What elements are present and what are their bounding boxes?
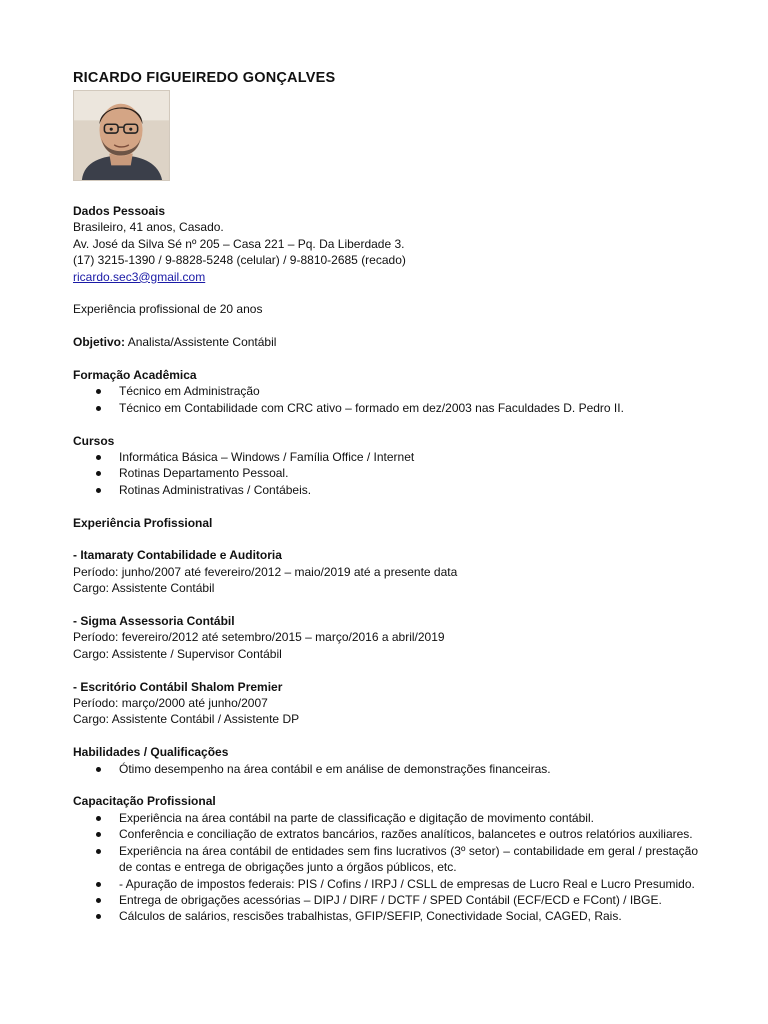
training-list: [73, 810, 698, 925]
list-item: Entrega de obrigações acessórias – DIPJ / DIRF / DCTF / SPED Contábil (ECF/ECD e FCont) / IBGE.: [73, 892, 698, 908]
personal-heading: Dados Pessoais: [73, 204, 166, 218]
objective-label: Objetivo:: [73, 335, 126, 350]
job-period: Período: março/2000 até junho/2007: [73, 696, 268, 711]
list-item: Técnico em Contabilidade com CRC ativo – formado em dez/2003 nas Faculdades D. Pedro II.: [73, 400, 698, 416]
phone-numbers: (17) 3215-1390 / 9-8828-5248 (celular) / 9-8810-2685 (recado): [73, 253, 406, 268]
list-item: Experiência na área contábil na parte de classificação e digitação de movimento contábil.: [73, 810, 698, 826]
email-link[interactable]: ricardo.sec3@gmail.com: [73, 269, 206, 284]
courses-list: [73, 449, 698, 498]
list-item: Cálculos de salários, rescisões trabalhistas, GFIP/SEFIP, Conectividade Social, CAGED, Rais.: [73, 908, 698, 924]
education-heading: Formação Acadêmica: [73, 368, 197, 383]
skills-heading: Habilidades / Qualificações: [73, 745, 229, 760]
job-role: Cargo: Assistente / Supervisor Contábil: [73, 646, 282, 661]
list-item: Ótimo desempenho na área contábil e em análise de demonstrações financeiras.: [73, 761, 698, 777]
profile-photo: [73, 90, 170, 181]
job-period: Período: junho/2007 até fevereiro/2012 – maio/2019 até a presente data: [73, 564, 458, 579]
list-item: Conferência e conciliação de extratos bancários, razões analíticos, balancetes e outros relatórios auxiliares.: [73, 826, 698, 842]
address: Av. José da Silva Sé nº 205 – Casa 221 – Pq. Da Liberdade 3.: [73, 236, 405, 251]
list-item: Técnico em Administração: [73, 383, 698, 399]
job-company: - Sigma Assessoria Contábil: [73, 614, 235, 629]
experience-years: Experiência profissional de 20 anos: [73, 302, 263, 317]
objective-value: Analista/Assistente Contábil: [125, 335, 277, 350]
list-item: - Apuração de impostos federais: PIS / Cofins / IRPJ / CSLL de empresas de Lucro Real e Lucro Presumido.: [73, 876, 698, 892]
resume-page: [73, 68, 698, 925]
skills-list: [73, 761, 698, 777]
objective: [73, 334, 698, 350]
courses-heading: Cursos: [73, 433, 115, 448]
job-role: Cargo: Assistente Contábil / Assistente DP: [73, 712, 300, 727]
personal-info: Brasileiro, 41 anos, Casado.: [73, 220, 224, 235]
list-item: Informática Básica – Windows / Família Office / Internet: [73, 449, 698, 465]
candidate-name: RICARDO FIGUEIREDO GONÇALVES: [73, 70, 336, 86]
education-list: [73, 383, 698, 416]
list-item: Rotinas Departamento Pessoal.: [73, 465, 698, 481]
job-role: Cargo: Assistente Contábil: [73, 581, 215, 596]
list-item: Experiência na área contábil de entidades sem fins lucrativos (3º setor) – contabilidade em geral / prestação de contas e entrega de obrigações junto a órgãos públicos, etc.: [73, 843, 698, 876]
list-item: Rotinas Administrativas / Contábeis.: [73, 482, 698, 498]
job-company: - Itamaraty Contabilidade e Auditoria: [73, 548, 282, 563]
job-company: - Escritório Contábil Shalom Premier: [73, 679, 283, 694]
job-period: Período: fevereiro/2012 até setembro/2015 – março/2016 a abril/2019: [73, 630, 445, 645]
profile-photo-illustration: [74, 91, 169, 180]
work-heading: Experiência Profissional: [73, 515, 213, 530]
training-heading: Capacitação Profissional: [73, 794, 216, 809]
